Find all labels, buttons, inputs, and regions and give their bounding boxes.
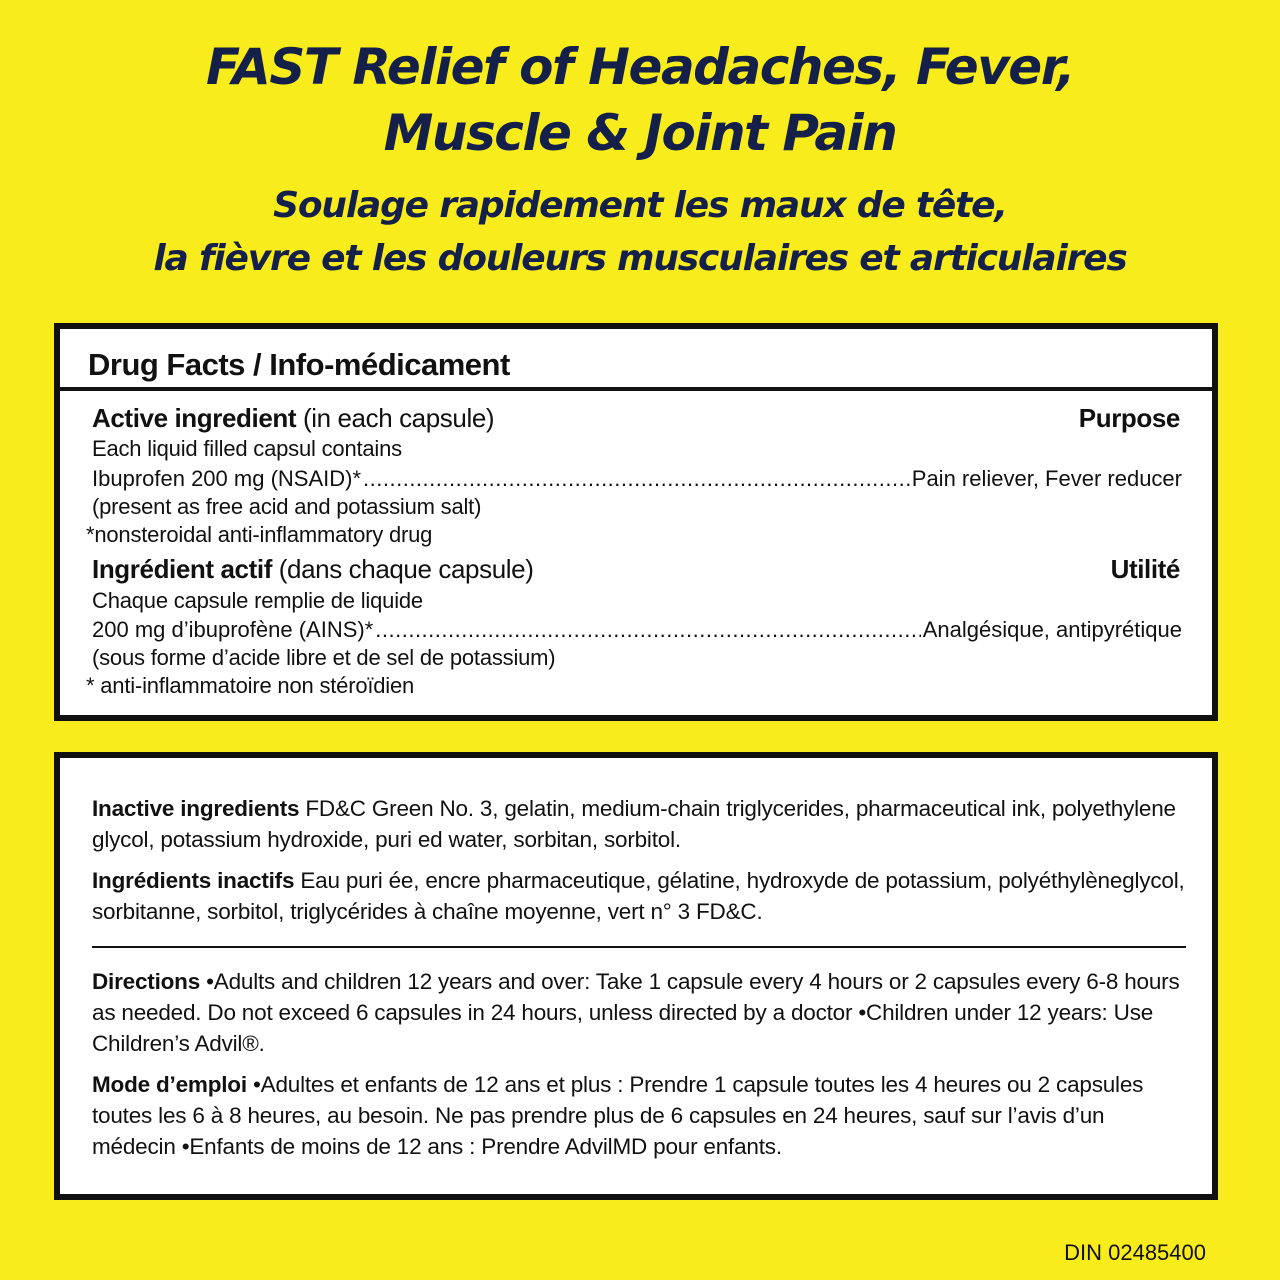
directions-en xyxy=(92,966,1204,1059)
drug-facts-title: Drug Facts / Info-médicament xyxy=(88,347,510,382)
directions-text-en: •Adults and children 12 years and over: Take 1 capsule every 4 hours or 2 capsules every 6-8 hours as needed. Do not exceed 6 capsules in 24 hours, unless directed by a doctor •Children under 12 years: Use Children’s Advil®. xyxy=(92,969,1180,1056)
ingredient-name-fr: 200 mg d’ibuprofène (AINS)* xyxy=(92,617,374,642)
active-ingredient-label-en: Active ingredient xyxy=(92,403,297,433)
purpose-label-en: Purpose xyxy=(1078,403,1180,433)
ingredient-form-fr: (sous forme d’acide libre et de sel de potassium) xyxy=(92,645,556,670)
inactive-ingredients-label-en: Inactive ingredients xyxy=(92,796,300,821)
active-ingredient-label-fr: Ingrédient actif xyxy=(92,554,272,584)
ingredient-row-fr xyxy=(92,617,1182,643)
drug-facts-box xyxy=(54,323,1218,721)
din-number: DIN 02485400 xyxy=(1064,1240,1206,1265)
inactive-ingredients-text-fr: Eau puri ée, encre pharmaceutique, gélatine, hydroxyde de potassium, polyéthylèneglycol, sorbitanne, sorbitol, triglycérides à chaîne moyenne, vert n° 3 FD&C. xyxy=(92,868,1185,924)
section-divider xyxy=(92,946,1186,948)
headline-en-line2: Muscle & Joint Pain xyxy=(383,104,897,162)
directions-fr xyxy=(92,1069,1194,1162)
footnote-fr: * anti-inflammatoire non stéroïdien xyxy=(86,673,415,698)
capsule-contents-en: Each liquid filled capsul contains xyxy=(92,436,402,461)
dot-leader xyxy=(375,617,920,643)
ingredient-purpose-fr: Analgésique, antipyrétique xyxy=(922,617,1182,642)
headline-fr-line2: la fièvre et les douleurs musculaires et articulaires xyxy=(153,238,1127,279)
inactive-ingredients-text-en: FD&C Green No. 3, gelatin, medium-chain triglycerides, pharmaceutical ink, polyethylene glycol, potassium hydroxide, puri ed water, sorbitan, sorbitol. xyxy=(92,796,1176,852)
dot-leader xyxy=(363,466,910,492)
inactive-ingredients-en xyxy=(92,793,1194,855)
ingredient-row-en xyxy=(92,466,1182,492)
capsule-contents-fr: Chaque capsule remplie de liquide xyxy=(92,588,423,613)
details-box xyxy=(54,752,1218,1200)
headline-en-line1: FAST Relief of Headaches, Fever, xyxy=(205,38,1075,96)
active-ingredient-qualifier-en: (in each capsule) xyxy=(296,403,495,433)
active-ingredient-heading-en xyxy=(92,403,494,434)
inactive-ingredients-fr xyxy=(92,865,1194,927)
directions-label-fr: Mode d’emploi xyxy=(92,1072,247,1097)
headline-fr-line1: Soulage rapidement les maux de tête, xyxy=(273,185,1007,226)
purpose-label-fr: Utilité xyxy=(1110,554,1180,584)
ingredient-form-en: (present as free acid and potassium salt) xyxy=(92,494,482,519)
active-ingredient-qualifier-fr: (dans chaque capsule) xyxy=(271,554,534,584)
drug-facts-divider xyxy=(60,387,1212,391)
active-ingredient-heading-fr xyxy=(92,554,533,585)
ingredient-purpose-en: Pain reliever, Fever reducer xyxy=(911,466,1182,491)
directions-text-fr: •Adultes et enfants de 12 ans et plus : Prendre 1 capsule toutes les 4 heures ou 2 capsules toutes les 6 à 8 heures, au besoin. Ne pas prendre plus de 6 capsules en 24 heures, sauf sur l’avis d’un médecin •Enfants de moins de 12 ans : Prendre AdvilMD pour enfants. xyxy=(92,1072,1144,1159)
directions-label-en: Directions xyxy=(92,969,201,994)
footnote-en: *nonsteroidal anti-inflammatory drug xyxy=(86,522,433,547)
inactive-ingredients-label-fr: Ingrédients inactifs xyxy=(92,868,295,893)
ingredient-name-en: Ibuprofen 200 mg (NSAID)* xyxy=(92,466,362,491)
